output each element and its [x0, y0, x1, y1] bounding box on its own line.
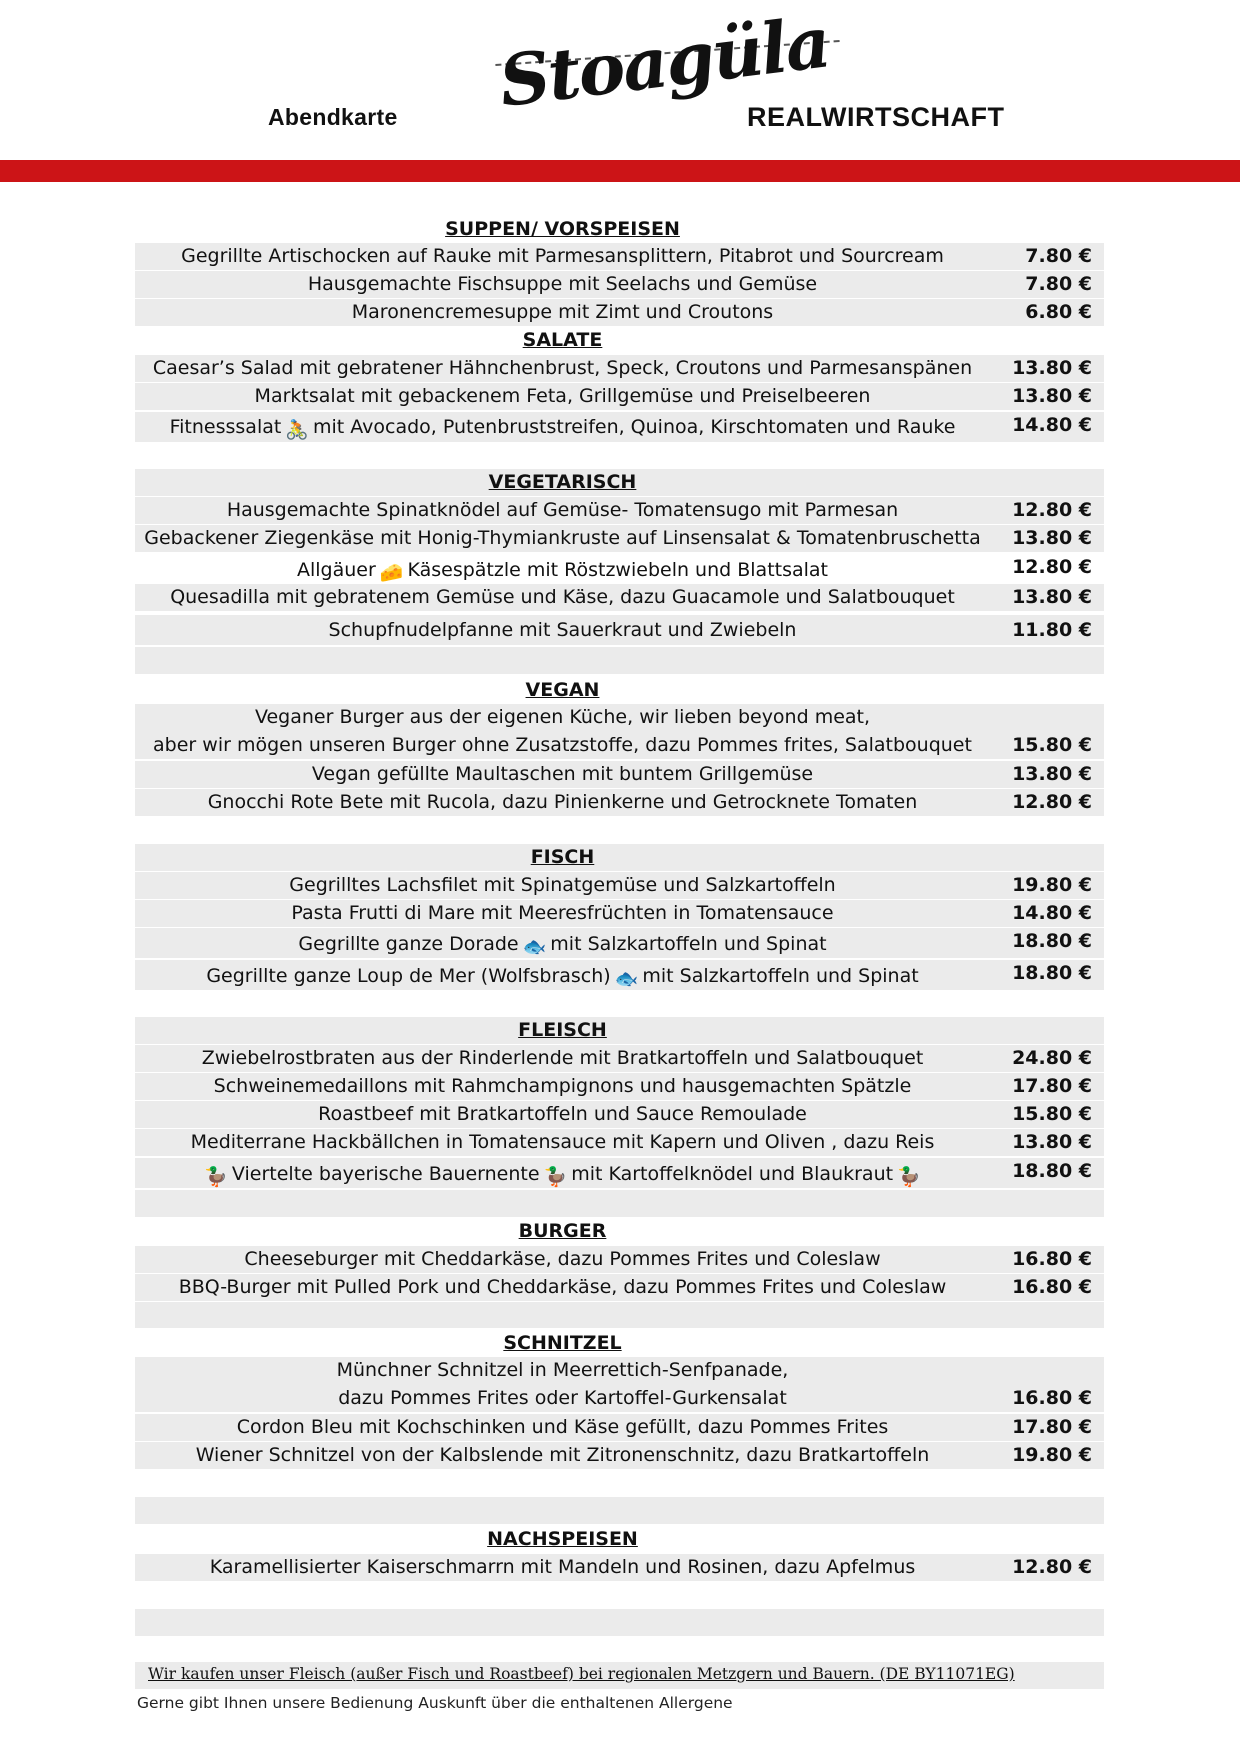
- item-price: 7.80 €: [1025, 245, 1092, 267]
- menu-item: [135, 704, 1104, 759]
- section-heading-nachspeisen: NACHSPEISEN: [487, 1528, 638, 1550]
- restaurant-subtitle: REALWIRTSCHAFT: [747, 102, 1005, 132]
- section-heading-vegan: VEGAN: [525, 679, 600, 701]
- item-description: 🦆 Viertelte bayerische Bauernente 🦆 mit Kartoffelknödel und Blaukraut 🦆: [204, 1163, 921, 1188]
- section-heading-row: [135, 1017, 1104, 1044]
- duck-icon: 🦆: [204, 1166, 228, 1188]
- item-price: 16.80 €: [1012, 1387, 1092, 1409]
- spacer-row: [135, 1497, 1104, 1524]
- item-description: Gnocchi Rote Bete mit Rucola, dazu Pinienkerne und Getrocknete Tomaten: [207, 791, 918, 813]
- section-heading-row: [135, 1218, 1104, 1245]
- item-price: 12.80 €: [1012, 499, 1092, 521]
- menu-item: [135, 412, 1104, 442]
- item-price: 12.80 €: [1012, 556, 1092, 578]
- item-price: 7.80 €: [1025, 273, 1092, 295]
- item-price: 13.80 €: [1012, 385, 1092, 407]
- item-price: 15.80 €: [1012, 734, 1092, 756]
- section-heading-suppen: SUPPEN/ VORSPEISEN: [445, 218, 680, 240]
- item-price: 6.80 €: [1025, 301, 1092, 323]
- menu-item: [135, 900, 1104, 927]
- menu-item: [135, 243, 1104, 270]
- section-heading-burger: BURGER: [518, 1220, 607, 1242]
- item-description: Gegrilltes Lachsfilet mit Spinatgemüse und Salzkartoffeln: [289, 874, 836, 896]
- item-price: 18.80 €: [1012, 962, 1092, 984]
- menu-item: [135, 761, 1104, 788]
- item-price: 15.80 €: [1012, 1103, 1092, 1125]
- item-price: 14.80 €: [1012, 414, 1092, 436]
- item-price: 12.80 €: [1012, 1556, 1092, 1578]
- menu-item: [135, 960, 1104, 990]
- spacer-row: [135, 1609, 1104, 1636]
- item-price: 16.80 €: [1012, 1276, 1092, 1298]
- item-price: 19.80 €: [1012, 874, 1092, 896]
- menu-item: [135, 1073, 1104, 1100]
- section-heading-row: [135, 677, 1104, 704]
- item-description: Zwiebelrostbraten aus der Rinderlende mit Bratkartoffeln und Salatbouquet: [201, 1047, 924, 1069]
- fish-icon: 🐟: [522, 936, 547, 958]
- section-heading-fleisch: FLEISCH: [518, 1019, 607, 1041]
- section-heading-vegetarisch: VEGETARISCH: [488, 471, 637, 493]
- menu-item: [135, 1129, 1104, 1156]
- allergen-note: Gerne gibt Ihnen unsere Bedienung Auskunft über die enthaltenen Allergene: [137, 1694, 733, 1712]
- item-description: Gegrillte ganze Dorade 🐟 mit Salzkartoffeln und Spinat: [298, 933, 827, 958]
- section-heading-fisch: FISCH: [530, 846, 595, 868]
- item-description-line2: aber wir mögen unseren Burger ohne Zusatzstoffe, dazu Pommes frites, Salatbouquet: [153, 734, 972, 756]
- item-description: Gebackener Ziegenkäse mit Honig-Thymiankruste auf Linsensalat & Tomatenbruschetta: [144, 527, 981, 549]
- item-price: 18.80 €: [1012, 930, 1092, 952]
- menu-item: [135, 1442, 1104, 1469]
- item-price: 19.80 €: [1012, 1444, 1092, 1466]
- item-description: Pasta Frutti di Mare mit Meeresfrüchten in Tomatensauce: [291, 902, 834, 924]
- item-description: Cordon Bleu mit Kochschinken und Käse gefüllt, dazu Pommes Frites: [236, 1416, 889, 1438]
- item-description: Roastbeef mit Bratkartoffeln und Sauce Remoulade: [318, 1103, 807, 1125]
- menu-item: [135, 299, 1104, 326]
- menu-item: [135, 1101, 1104, 1128]
- item-description: Fitnesssalat 🚴 mit Avocado, Putenbruststreifen, Quinoa, Kirschtomaten und Rauke: [169, 416, 956, 441]
- menu-item: [135, 872, 1104, 899]
- menu-item: [135, 271, 1104, 298]
- cheese-icon: 🧀: [379, 562, 404, 584]
- item-description: Cheeseburger mit Cheddarkäse, dazu Pommes Frites und Coleslaw: [244, 1248, 881, 1270]
- item-description: Vegan gefüllte Maultaschen mit buntem Grillgemüse: [311, 763, 814, 785]
- item-price: 17.80 €: [1012, 1416, 1092, 1438]
- section-heading-row: [135, 1526, 1104, 1553]
- section-heading-row: [135, 216, 1104, 243]
- menu-item: [135, 1554, 1104, 1581]
- item-price: 17.80 €: [1012, 1075, 1092, 1097]
- item-price: 16.80 €: [1012, 1248, 1092, 1270]
- menu-item: [135, 355, 1104, 382]
- item-price: 11.80 €: [1012, 619, 1092, 641]
- item-description: BBQ-Burger mit Pulled Pork und Cheddarkäse, dazu Pommes Frites und Coleslaw: [178, 1276, 947, 1298]
- duck-icon: 🦆: [897, 1166, 921, 1188]
- item-description-line1: Veganer Burger aus der eigenen Küche, wir lieben beyond meat,: [254, 706, 871, 728]
- menu-item: [135, 789, 1104, 816]
- spacer-row: [135, 1190, 1104, 1217]
- menu-item: [135, 497, 1104, 524]
- item-price: 18.80 €: [1012, 1160, 1092, 1182]
- duck-icon: 🦆: [543, 1166, 568, 1188]
- item-description: Hausgemachte Spinatknödel auf Gemüse- Tomatensugo mit Parmesan: [226, 499, 899, 521]
- section-heading-row: [135, 1330, 1104, 1357]
- item-description-line2: dazu Pommes Frites oder Kartoffel-Gurkensalat: [338, 1387, 787, 1409]
- menu-type-title: Abendkarte: [268, 104, 398, 130]
- item-description: Gegrillte Artischocken auf Rauke mit Parmesansplittern, Pitabrot und Sourcream: [181, 245, 944, 267]
- section-heading-row: [135, 327, 1104, 354]
- menu-item: [135, 1414, 1104, 1441]
- menu-item: [135, 383, 1104, 410]
- item-description: Schweinemedaillons mit Rahmchampignons und hausgemachten Spätzle: [213, 1075, 912, 1097]
- header-red-bar: [0, 160, 1240, 182]
- menu-item: [135, 1274, 1104, 1301]
- item-price: 13.80 €: [1012, 586, 1092, 608]
- item-price: 14.80 €: [1012, 902, 1092, 924]
- item-price: 12.80 €: [1012, 791, 1092, 813]
- meat-origin-note: Wir kaufen unser Fleisch (außer Fisch und Roastbeef) bei regionalen Metzgern und Bauern. (DE BY11071EG): [148, 1665, 1015, 1683]
- item-description: Allgäuer 🧀 Käsespätzle mit Röstzwiebeln und Blattsalat: [296, 559, 829, 584]
- item-description: Wiener Schnitzel von der Kalbslende mit Zitronenschnitz, dazu Bratkartoffeln: [195, 1444, 930, 1466]
- item-description: Hausgemachte Fischsuppe mit Seelachs und Gemüse: [307, 273, 818, 295]
- section-heading-row: [135, 844, 1104, 871]
- item-description: Karamellisierter Kaiserschmarrn mit Mandeln und Rosinen, dazu Apfelmus: [209, 1556, 916, 1578]
- menu-item: [135, 1357, 1104, 1412]
- spacer-row: [135, 647, 1104, 674]
- item-description: Marktsalat mit gebackenem Feta, Grillgemüse und Preiselbeeren: [254, 385, 871, 407]
- section-heading-schnitzel: SCHNITZEL: [503, 1332, 622, 1354]
- item-description: Schupfnudelpfanne mit Sauerkraut und Zwiebeln: [328, 619, 797, 641]
- item-price: 13.80 €: [1012, 763, 1092, 785]
- restaurant-logo: Stoagüla: [494, 0, 834, 123]
- menu-item: [135, 584, 1104, 611]
- item-description: Caesar’s Salad mit gebratener Hähnchenbrust, Speck, Croutons und Parmesanspänen: [152, 357, 973, 379]
- fish-icon: 🐟: [614, 968, 639, 990]
- item-price: 13.80 €: [1012, 357, 1092, 379]
- menu-item: [135, 928, 1104, 958]
- menu-item: [135, 1246, 1104, 1273]
- cyclist-icon: 🚴: [285, 419, 309, 441]
- menu-item: [135, 1158, 1104, 1188]
- menu-item: [135, 554, 1104, 584]
- menu-item: [135, 525, 1104, 552]
- section-heading-salate: SALATE: [522, 329, 603, 351]
- menu-item: [135, 615, 1104, 645]
- item-description: Mediterrane Hackbällchen in Tomatensauce mit Kapern und Oliven , dazu Reis: [190, 1131, 935, 1153]
- item-description: Quesadilla mit gebratenem Gemüse und Käse, dazu Guacamole und Salatbouquet: [170, 586, 955, 608]
- item-price: 24.80 €: [1012, 1047, 1092, 1069]
- item-price: 13.80 €: [1012, 527, 1092, 549]
- item-description-line1: Münchner Schnitzel in Meerrettich-Senfpanade,: [336, 1359, 789, 1381]
- spacer-row: [135, 1302, 1104, 1328]
- menu-item: [135, 1045, 1104, 1072]
- item-description: Maronencremesuppe mit Zimt und Croutons: [351, 301, 774, 323]
- item-description: Gegrillte ganze Loup de Mer (Wolfsbrasch) 🐟 mit Salzkartoffeln und Spinat: [206, 965, 919, 990]
- section-heading-row: [135, 469, 1104, 496]
- item-price: 13.80 €: [1012, 1131, 1092, 1153]
